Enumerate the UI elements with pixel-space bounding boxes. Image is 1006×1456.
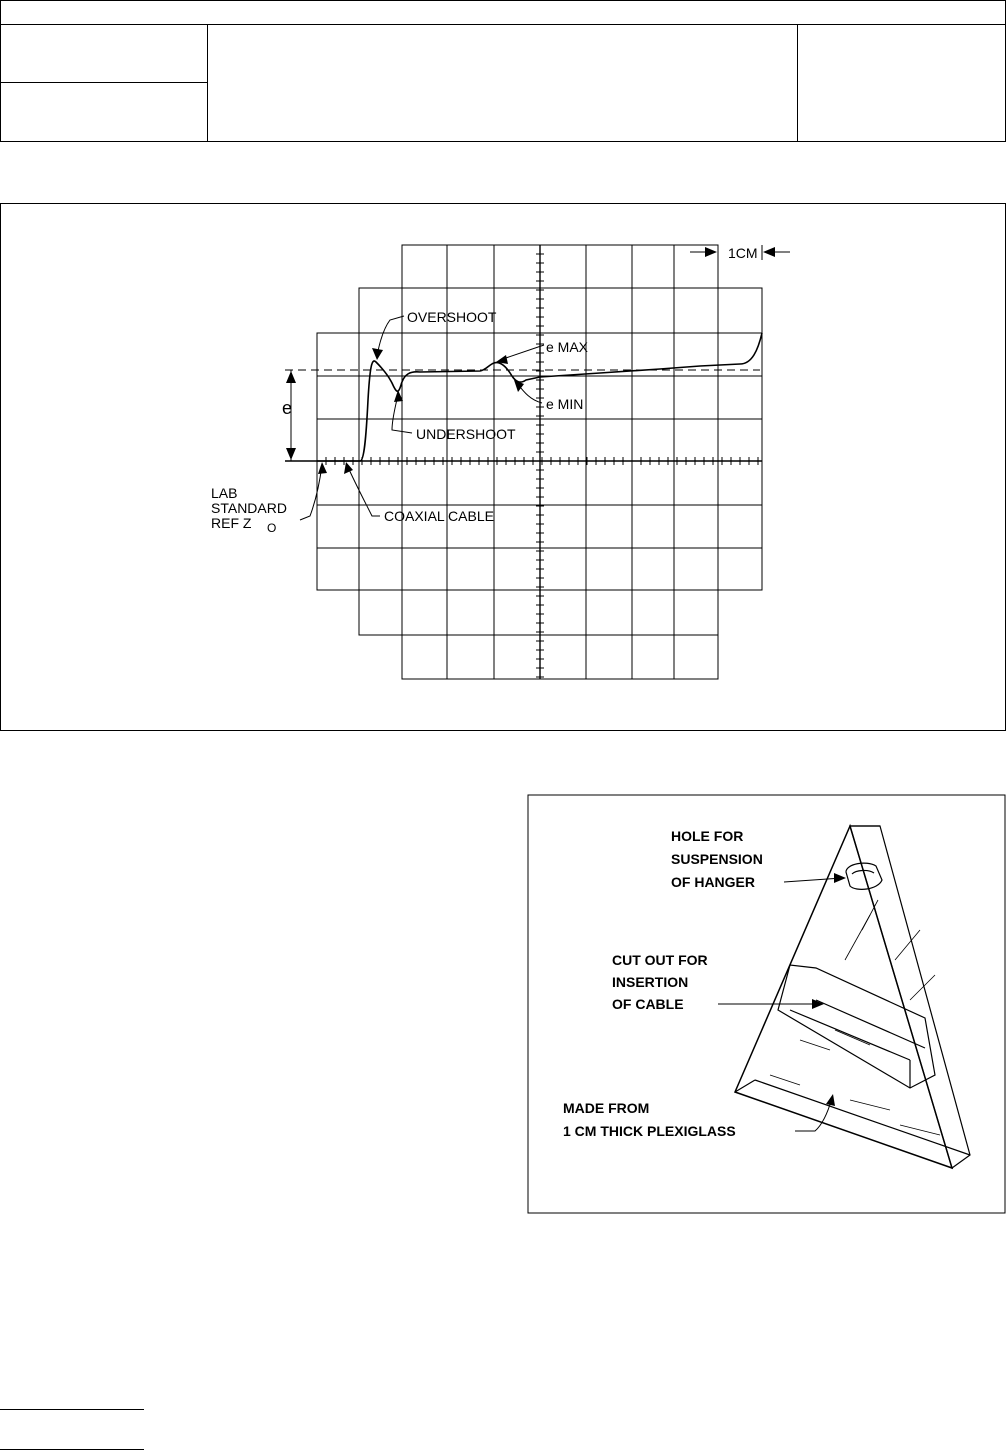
label-hole-3: OF HANGER — [671, 874, 755, 890]
hanger-outer-front — [735, 826, 952, 1168]
hanger-bottom-depth — [735, 1080, 755, 1092]
label-hole-2: SUSPENSION — [671, 851, 763, 867]
label-one-cm: 1CM — [728, 245, 758, 261]
cut-arrowhead — [812, 999, 824, 1009]
hatch-line — [850, 1100, 890, 1110]
made-leader — [795, 1098, 832, 1131]
hanger-figure-frame — [528, 795, 1005, 1213]
hanger-arrowheads — [812, 873, 846, 1106]
label-made-2: 1 CM THICK PLEXIGLASS — [563, 1123, 736, 1139]
label-e-max: e MAX — [546, 339, 589, 355]
hanger-cutout-inner — [790, 1010, 910, 1060]
footnote-rule-1 — [0, 1409, 144, 1410]
label-e-min: e MIN — [546, 396, 584, 412]
header-divider-2 — [797, 24, 798, 142]
hanger-hole — [846, 863, 882, 889]
waveform-figure-frame — [0, 203, 1006, 731]
hanger-drawing — [735, 826, 970, 1168]
hole-arrowhead — [834, 873, 846, 883]
label-lab-standard-1: LAB — [211, 485, 238, 501]
hatch-line — [800, 1040, 830, 1050]
hatch-line — [900, 1125, 940, 1135]
hanger-outer-back — [850, 826, 970, 1168]
label-e: e — [282, 398, 293, 418]
hatch-line — [845, 915, 870, 960]
label-cut-3: OF CABLE — [612, 996, 684, 1012]
hanger-cutout-inner — [816, 1000, 925, 1048]
hanger-hatch — [770, 900, 940, 1135]
hole-leader — [784, 878, 842, 882]
label-undershoot: UNDERSHOOT — [416, 426, 516, 442]
label-made-1: MADE FROM — [563, 1100, 650, 1116]
hanger-leaders — [718, 878, 842, 1131]
hatch-line — [862, 900, 878, 930]
header-rule-2 — [0, 24, 1006, 25]
hanger-base-back — [755, 1080, 970, 1155]
label-cut-2: INSERTION — [612, 974, 689, 990]
header-divider-1 — [207, 24, 208, 142]
label-lab-standard-3: REF Z — [211, 515, 252, 531]
header-left-border — [0, 0, 1, 142]
hatch-line — [770, 1075, 800, 1085]
label-hole-1: HOLE FOR — [671, 828, 744, 844]
footnote-rule-2 — [0, 1449, 144, 1450]
header-top-rule — [0, 0, 1006, 1]
label-cut-1: CUT OUT FOR — [612, 952, 708, 968]
made-arrowhead — [826, 1094, 835, 1106]
header-bottom-rule — [0, 141, 1006, 142]
hanger-cutout — [778, 965, 935, 1088]
label-lab-standard-sub: O — [267, 521, 277, 535]
hatch-line — [835, 1030, 870, 1045]
label-overshoot: OVERSHOOT — [407, 309, 497, 325]
label-lab-standard-2: STANDARD — [211, 500, 287, 516]
hanger-hole-inner — [852, 870, 874, 874]
header-left-split — [0, 82, 207, 83]
label-coaxial-cable: COAXIAL CABLE — [384, 508, 494, 524]
hatch-line — [910, 975, 935, 1000]
hatch-line — [895, 930, 920, 960]
